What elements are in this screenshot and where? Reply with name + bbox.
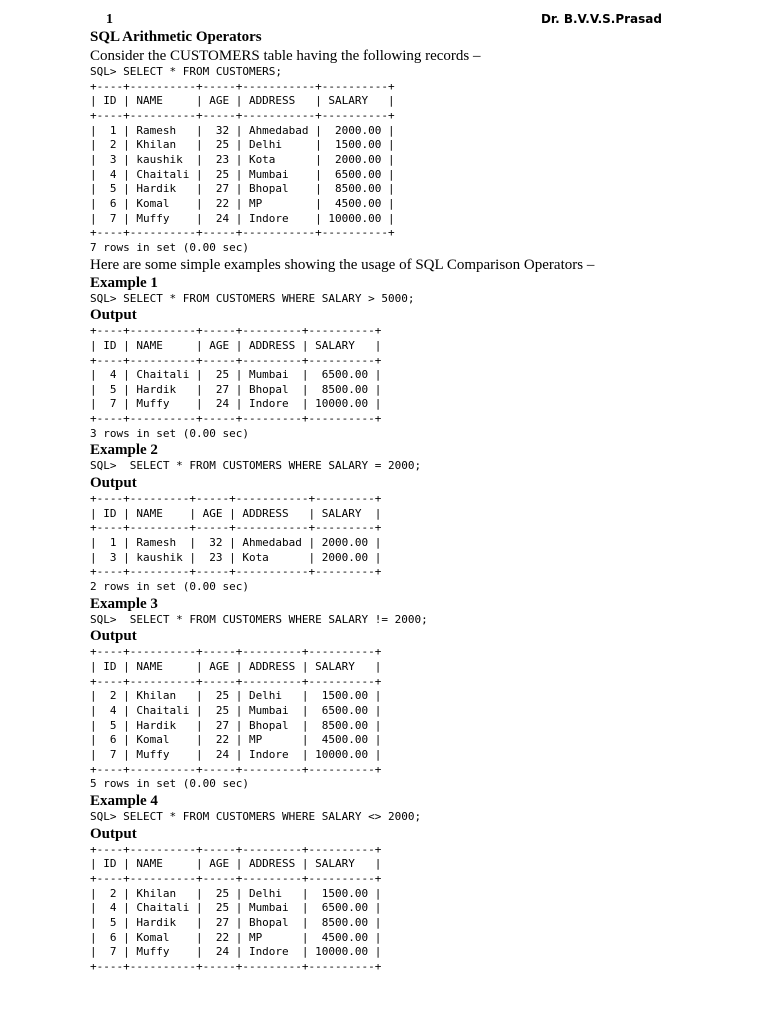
table-line: +----+---------+-----+-----------+---------+ [90,565,382,579]
rows-info: 3 rows in set (0.00 sec) [90,426,249,440]
table-line: | 4 | Chaitali | 25 | Mumbai | 6500.00 | [90,167,395,181]
table-line: | 6 | Komal | 22 | MP | 4500.00 | [90,196,395,210]
table-line: | 6 | Komal | 22 | MP | 4500.00 | [90,930,382,944]
example-1 [90,274,730,442]
table-line: | 2 | Khilan | 25 | Delhi | 1500.00 | [90,886,382,900]
table-line: | ID | NAME | AGE | ADDRESS | SALARY | [90,94,395,108]
table-line: +----+---------+-----+-----------+---------+ [90,521,382,535]
example-heading: Example 3 [90,595,158,612]
table-line: | ID | NAME | AGE | ADDRESS | SALARY | [90,660,382,673]
table-line: | 3 | kaushik | 23 | Kota | 2000.00 | [90,152,395,166]
table-line: | 5 | Hardik | 27 | Bhopal | 8500.00 | [90,915,382,929]
table-line: +----+----------+-----+---------+----------+ [90,645,382,659]
table-line: +----+----------+-----+-----------+----------+ [90,226,395,240]
table-line: | ID | NAME | AGE | ADDRESS | SALARY | [90,338,382,352]
author-name: Dr. B.V.V.S.Prasad [540,12,662,26]
table-line: +----+----------+-----+---------+----------+ [90,959,382,973]
table-line: +----+----------+-----+---------+----------+ [90,762,382,776]
table-line: | 3 | kaushik | 23 | Kota | 2000.00 | [90,550,382,564]
table-line: +----+----------+-----+---------+----------+ [90,324,382,338]
table-line: | 5 | Hardik | 27 | Bhopal | 8500.00 | [90,182,395,196]
table-line: | 5 | Hardik | 27 | Bhopal | 8500.00 | [90,718,382,732]
table-line: | 1 | Ramesh | 32 | Ahmedabad | 2000.00 | [90,536,382,550]
table-line: | 7 | Muffy | 24 | Indore | 10000.00 | [90,397,382,411]
result-table [90,324,730,427]
table-line: +----+----------+-----+---------+----------+ [90,353,382,367]
table-line: +----+----------+-----+-----------+----------+ [90,108,395,122]
rows-info: 2 rows in set (0.00 sec) [90,580,249,594]
example-query: SQL> SELECT * FROM CUSTOMERS WHERE SALARY > 5000; [90,291,415,305]
table-line: | ID | NAME | AGE | ADDRESS | SALARY | [90,506,382,520]
example-heading: Example 2 [90,442,158,459]
table-line: +----+----------+-----+---------+----------+ [90,674,382,688]
document-body [90,28,730,974]
rows-info: 7 rows in set (0.00 sec) [90,240,249,254]
page-title: SQL Arithmetic Operators [90,29,262,45]
table-line: | 7 | Muffy | 24 | Indore | 10000.00 | [90,211,395,225]
table-line: | 2 | Khilan | 25 | Delhi | 1500.00 | [90,138,395,152]
example-query: SQL> SELECT * FROM CUSTOMERS WHERE SALARY = 2000; [90,459,422,473]
result-table [90,492,730,580]
base-query: SQL> SELECT * FROM CUSTOMERS; [90,65,283,78]
example-4 [90,792,730,975]
table-line: | 4 | Chaitali | 25 | Mumbai | 6500.00 | [90,703,382,717]
result-table [90,645,730,777]
example-heading: Example 1 [90,274,158,291]
table-line: +----+----------+-----+-----------+----------+ [90,79,395,93]
table-line: | 1 | Ramesh | 32 | Ahmedabad | 2000.00 | [90,123,395,137]
example-query: SQL> SELECT * FROM CUSTOMERS WHERE SALARY <> 2000; [90,809,422,823]
rows-info: 5 rows in set (0.00 sec) [90,777,249,791]
output-heading: Output [90,307,137,324]
page-number: 1 [106,12,113,27]
output-heading: Output [90,475,137,492]
result-table [90,843,730,975]
table-line: | 6 | Komal | 22 | MP | 4500.00 | [90,733,382,747]
output-heading: Output [90,628,137,645]
table-line: | 2 | Khilan | 25 | Delhi | 1500.00 | [90,689,382,703]
table-line: +----+---------+-----+-----------+---------+ [90,492,382,506]
table-line: | ID | NAME | AGE | ADDRESS | SALARY | [90,857,382,871]
example-query: SQL> SELECT * FROM CUSTOMERS WHERE SALARY != 2000; [90,612,428,626]
output-heading: Output [90,825,137,842]
table-line: | 7 | Muffy | 24 | Indore | 10000.00 | [90,747,382,761]
table-line: | 4 | Chaitali | 25 | Mumbai | 6500.00 | [90,368,382,382]
comparison-intro-text: Here are some simple examples showing the usage of SQL Comparison Operators – [90,256,595,273]
example-2 [90,441,730,594]
intro-text: Consider the CUSTOMERS table having the following records – [90,48,481,64]
example-3 [90,595,730,792]
base-result-table [90,80,730,241]
table-line: +----+----------+-----+---------+----------+ [90,871,382,885]
table-line: | 7 | Muffy | 24 | Indore | 10000.00 | [90,945,382,959]
example-heading: Example 4 [90,792,158,809]
table-line: +----+----------+-----+---------+----------+ [90,842,382,856]
table-line: +----+----------+-----+---------+----------+ [90,412,382,426]
table-line: | 4 | Chaitali | 25 | Mumbai | 6500.00 | [90,901,382,915]
table-line: | 5 | Hardik | 27 | Bhopal | 8500.00 | [90,382,382,396]
